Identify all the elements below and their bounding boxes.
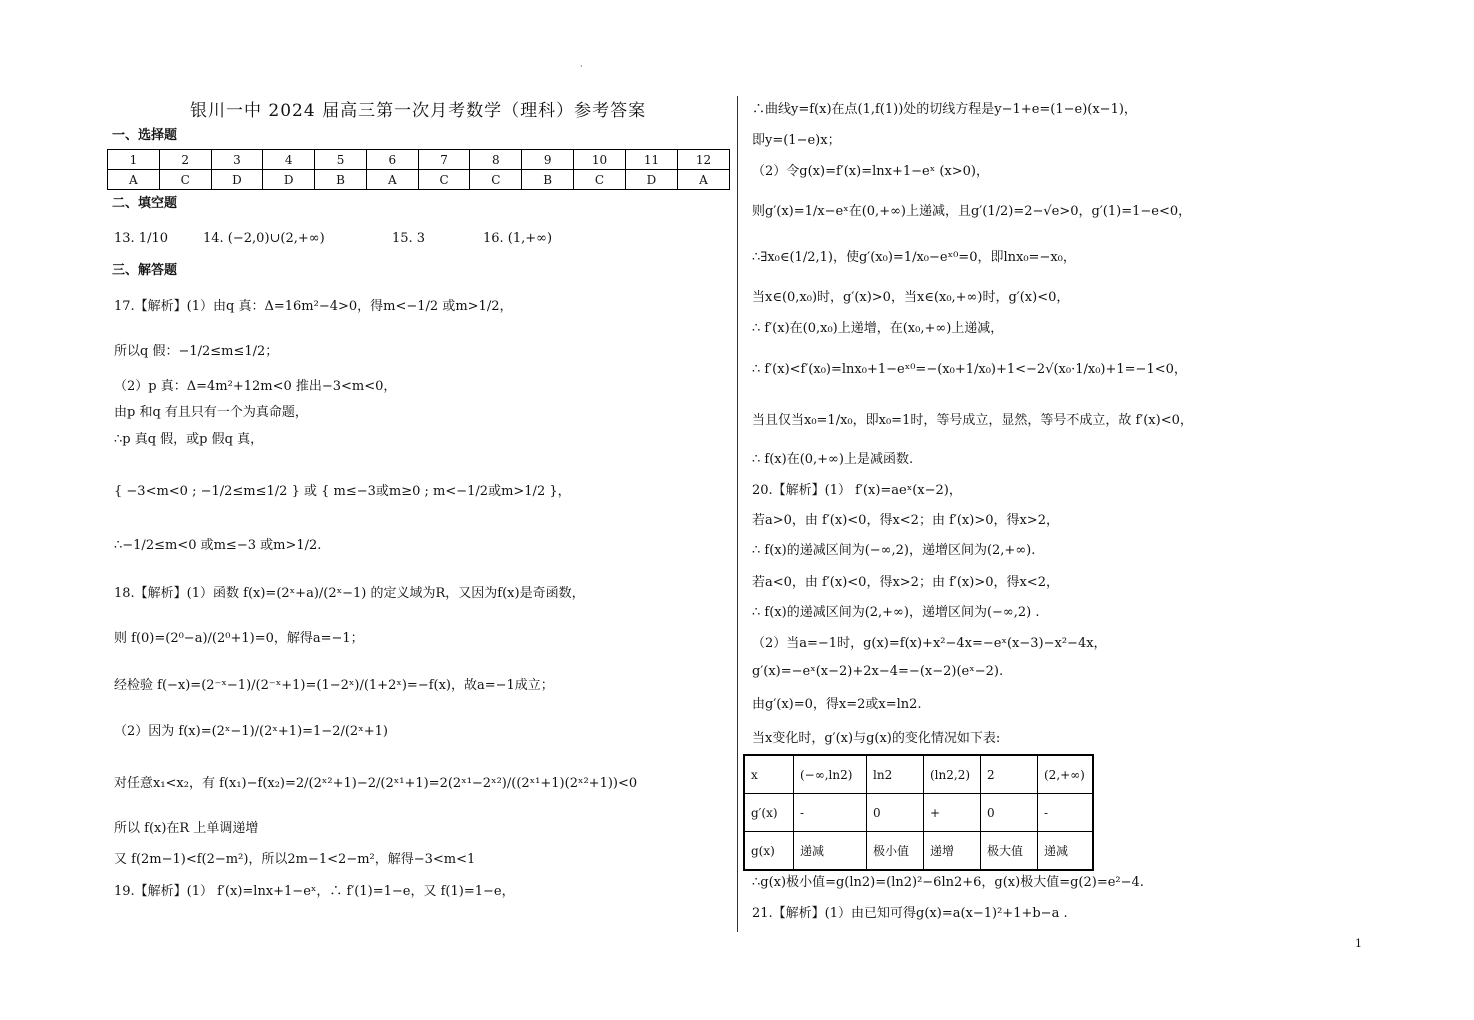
solution-line: 当x变化时，g′(x)与g(x)的变化情况如下表: bbox=[752, 731, 1001, 746]
solution-line: 经检验 f(−x)=(2⁻ˣ−1)/(2⁻ˣ+1)=(1−2ˣ)/(1+2ˣ)=−f(x)，故a=−1成立； bbox=[114, 678, 554, 693]
solution-line: 则 f(0)=(2⁰−a)/(2⁰+1)=0，解得a=−1； bbox=[114, 631, 364, 646]
variation-cell: (2,+∞) bbox=[1038, 755, 1094, 794]
answer-letter: C bbox=[470, 170, 522, 190]
answer-letter: B bbox=[315, 170, 367, 190]
variation-cell: (ln2,2) bbox=[924, 755, 981, 794]
variation-row-derivative bbox=[744, 794, 1093, 832]
solution-line: （2）令g(x)=f′(x)=lnx+1−eˣ (x>0)， bbox=[752, 164, 989, 179]
solution-line: 由p 和q 有且只有一个为真命题， bbox=[114, 405, 308, 420]
answer-number: 10 bbox=[574, 150, 626, 170]
solution-line: 20.【解析】(1） f′(x)=aeˣ(x−2)， bbox=[752, 483, 962, 498]
section-heading-choice: 一、选择题 bbox=[112, 128, 178, 143]
solution-line: 则g′(x)=1/x−eˣ在(0,+∞)上递减，且g′(1/2)=2−√e>0，g′(1)=1−e<0， bbox=[752, 204, 1192, 219]
answer-number: 6 bbox=[366, 150, 418, 170]
answer-number: 7 bbox=[418, 150, 470, 170]
variation-row-label: x bbox=[744, 755, 794, 794]
variation-cell: 递减 bbox=[1038, 832, 1094, 871]
solution-line: 若a>0，由 f′(x)<0，得x<2；由 f′(x)>0，得x>2， bbox=[752, 513, 1059, 528]
solution-line: ∴曲线y=f(x)在点(1,f(1))处的切线方程是y−1+e=(1−e)(x−1)， bbox=[752, 102, 1137, 117]
variation-row-x bbox=[744, 755, 1093, 794]
solution-line: ∴p 真q 假，或p 假q 真， bbox=[114, 432, 264, 447]
solution-line: 17.【解析】(1）由q 真：Δ=16m²−4>0，得m<−1/2 或m>1/2， bbox=[114, 299, 513, 314]
solution-line: 对任意x₁<x₂，有 f(x₁)−f(x₂)=2/(2ˣ²+1)−2/(2ˣ¹+1)=2(2ˣ¹−2ˣ²)/((2ˣ¹+1)(2ˣ²+1))<0 bbox=[114, 776, 638, 791]
solution-line: 又 f(2m−1)<f(2−m²)，所以2m−1<2−m²，解得−3<m<1 bbox=[114, 852, 476, 867]
solution-line: 由g′(x)=0，得x=2或x=ln2. bbox=[752, 697, 922, 712]
solution-line: ∴∃x₀∈(1/2,1)，使g′(x₀)=1/x₀−eˣ⁰=0，即lnx₀=−x₀， bbox=[752, 250, 1076, 265]
answer-letter: C bbox=[418, 170, 470, 190]
section-heading-solution: 三、解答题 bbox=[112, 263, 178, 278]
solution-line: （2）p 真：Δ=4m²+12m<0 推出−3<m<0， bbox=[114, 379, 397, 394]
solution-line: 若a<0，由 f′(x)<0，得x>2；由 f′(x)>0，得x<2， bbox=[752, 575, 1059, 590]
solution-line: ∴ f′(x)在(0,x₀)上递增，在(x₀,+∞)上递减， bbox=[752, 321, 1004, 336]
solution-line: g′(x)=−eˣ(x−2)+2x−4=−(x−2)(eˣ−2). bbox=[752, 664, 1004, 679]
variation-cell: 0 bbox=[981, 794, 1038, 832]
page-number: 1 bbox=[1355, 937, 1362, 950]
answer-number: 2 bbox=[159, 150, 211, 170]
fill-answer-15: 15. 3 bbox=[392, 231, 426, 246]
variation-cell: 递减 bbox=[794, 832, 867, 871]
variation-cell: 递增 bbox=[924, 832, 981, 871]
answer-letter: D bbox=[263, 170, 315, 190]
solution-line: ∴−1/2≤m<0 或m≤−3 或m>1/2. bbox=[114, 538, 322, 553]
section-heading-fill: 二、填空题 bbox=[112, 196, 178, 211]
variation-cell: - bbox=[1038, 794, 1094, 832]
variation-cell: - bbox=[794, 794, 867, 832]
variation-cell: (−∞,ln2) bbox=[794, 755, 867, 794]
variation-cell: 2 bbox=[981, 755, 1038, 794]
variation-row-label: g′(x) bbox=[744, 794, 794, 832]
answer-letter: A bbox=[366, 170, 418, 190]
solution-line: 18.【解析】(1）函数 f(x)=(2ˣ+a)/(2ˣ−1) 的定义域为R，又因为f(x)是奇函数， bbox=[114, 586, 585, 601]
solution-line: ∴g(x)极小值=g(ln2)=(ln2)²−6ln2+6，g(x)极大值=g(2)=e²−4. bbox=[752, 875, 1144, 890]
solution-line: 当且仅当x₀=1/x₀，即x₀=1时，等号成立，显然，等号不成立，故 f′(x)<0， bbox=[752, 413, 1193, 428]
answer-number: 9 bbox=[522, 150, 574, 170]
answer-number-row bbox=[108, 150, 730, 170]
solution-line: 所以 f(x)在R 上单调递增 bbox=[114, 821, 259, 836]
answer-letter: D bbox=[211, 170, 263, 190]
answer-letter: A bbox=[677, 170, 729, 190]
page-title: 银川一中 2024 届高三第一次月考数学（理科）参考答案 bbox=[190, 101, 647, 121]
column-divider bbox=[737, 96, 738, 932]
answer-number: 5 bbox=[315, 150, 367, 170]
answer-number: 8 bbox=[470, 150, 522, 170]
answer-letter: C bbox=[574, 170, 626, 190]
solution-line: 即y=(1−e)x； bbox=[752, 133, 841, 148]
fill-answer-14: 14. (−2,0)∪(2,+∞) bbox=[203, 231, 325, 246]
variation-cell: 极小值 bbox=[867, 832, 924, 871]
solution-line: { −3<m<0 ; −1/2≤m≤1/2 } 或 { m≤−3或m≥0 ; m<−1/2或m>1/2 }， bbox=[114, 484, 571, 499]
answer-number: 1 bbox=[108, 150, 160, 170]
variation-cell: 0 bbox=[867, 794, 924, 832]
top-dot: · bbox=[580, 62, 583, 71]
solution-line: ∴ f(x)的递减区间为(2,+∞)，递增区间为(−∞,2) . bbox=[752, 605, 1040, 620]
answer-letter: C bbox=[159, 170, 211, 190]
answer-number: 4 bbox=[263, 150, 315, 170]
solution-line: 21.【解析】(1）由已知可得g(x)=a(x−1)²+1+b−a . bbox=[752, 906, 1068, 921]
answer-number: 12 bbox=[677, 150, 729, 170]
variation-row-function bbox=[744, 832, 1093, 871]
fill-answer-16: 16. (1,+∞) bbox=[483, 231, 553, 246]
solution-line: ∴ f(x)在(0,+∞)上是减函数. bbox=[752, 452, 914, 467]
solution-line: ∴ f(x)的递减区间为(−∞,2)，递增区间为(2,+∞). bbox=[752, 543, 1036, 558]
variation-row-label: g(x) bbox=[744, 832, 794, 871]
solution-line: （2）因为 f(x)=(2ˣ−1)/(2ˣ+1)=1−2/(2ˣ+1) bbox=[114, 724, 388, 739]
answer-letter: B bbox=[522, 170, 574, 190]
solution-line: 19.【解析】(1） f′(x)=lnx+1−eˣ，∴ f′(1)=1−e，又 f(1)=1−e， bbox=[114, 884, 515, 899]
variation-cell: 极大值 bbox=[981, 832, 1038, 871]
solution-line: 所以q 假：−1/2≤m≤1/2； bbox=[114, 344, 279, 359]
answer-letter: D bbox=[625, 170, 677, 190]
solution-line: ∴ f′(x)<f′(x₀)=lnx₀+1−eˣ⁰=−(x₀+1/x₀)+1<−2√(x₀·1/x₀)+1=−1<0， bbox=[752, 362, 1187, 377]
variation-table bbox=[743, 754, 1094, 871]
fill-answer-13: 13. 1/10 bbox=[114, 231, 168, 246]
variation-cell: ln2 bbox=[867, 755, 924, 794]
answer-letter-row bbox=[108, 170, 730, 190]
answer-number: 11 bbox=[625, 150, 677, 170]
solution-line: （2）当a=−1时，g(x)=f(x)+x²−4x=−eˣ(x−3)−x²−4x， bbox=[752, 636, 1107, 651]
answer-table bbox=[107, 149, 730, 190]
answer-number: 3 bbox=[211, 150, 263, 170]
variation-cell: + bbox=[924, 794, 981, 832]
solution-line: 当x∈(0,x₀)时，g′(x)>0，当x∈(x₀,+∞)时，g′(x)<0， bbox=[752, 290, 1070, 305]
answer-letter: A bbox=[108, 170, 160, 190]
